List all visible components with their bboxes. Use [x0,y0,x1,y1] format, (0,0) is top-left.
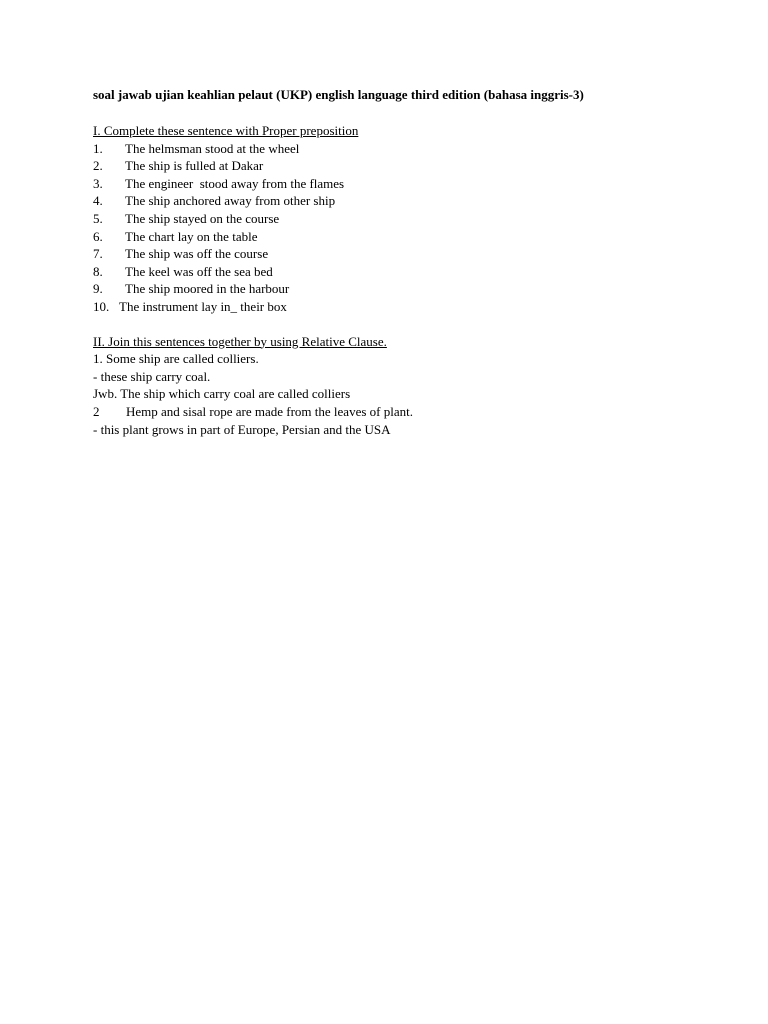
item-text: The engineer stood away from the flames [125,175,345,191]
document-page [93,86,653,438]
item-number: 10. [93,298,110,314]
item-number: 6. [93,228,103,244]
item-text: The ship anchored away from other ship [125,193,336,209]
item-text: The ship was off the course [125,246,269,262]
list-item [93,140,653,158]
question-1-line-2: - these ship carry coal. [93,368,211,384]
item-number: 5. [93,210,103,226]
question-2-line-2: - this plant grows in part of Europe, Persian and the USA [93,421,391,437]
section-1-heading: I. Complete these sentence with Proper preposition [93,123,359,138]
list-item [93,245,653,263]
list-item [93,263,653,281]
list-item [93,157,653,175]
item-text: The ship stayed on the course [125,210,280,226]
item-text: The keel was off the sea bed [125,263,273,279]
list-item [93,228,653,246]
item-number: 9. [93,281,103,297]
item-text: The ship moored in the harbour [125,281,290,297]
question-2-line-1 [93,403,653,421]
list-item [93,192,653,210]
question-2-number: 2 [93,403,100,419]
item-number: 1. [93,140,103,156]
document-title: soal jawab ujian keahlian pelaut (UKP) english language third edition (bahasa inggris-3) [93,87,584,102]
question-2-text: Hemp and sisal rope are made from the leaves of plant. [126,403,413,419]
question-1-answer: Jwb. The ship which carry coal are called colliers [93,386,351,402]
list-item [93,210,653,228]
question-1-line-1: 1. Some ship are called colliers. [93,351,259,367]
item-number: 2. [93,158,103,174]
list-item [93,280,653,298]
item-number: 3. [93,175,103,191]
item-text: The ship is fulled at Dakar [125,158,264,174]
list-item [93,298,653,316]
section-2-heading: II. Join this sentences together by using Relative Clause. [93,333,387,349]
item-number: 7. [93,246,103,262]
list-item [93,175,653,193]
item-number: 4. [93,193,103,209]
preposition-list [93,140,653,316]
item-text: The instrument lay in_ their box [119,298,287,314]
item-number: 8. [93,263,103,279]
item-text: The chart lay on the table [125,228,258,244]
item-text: The helmsman stood at the wheel [125,140,300,156]
